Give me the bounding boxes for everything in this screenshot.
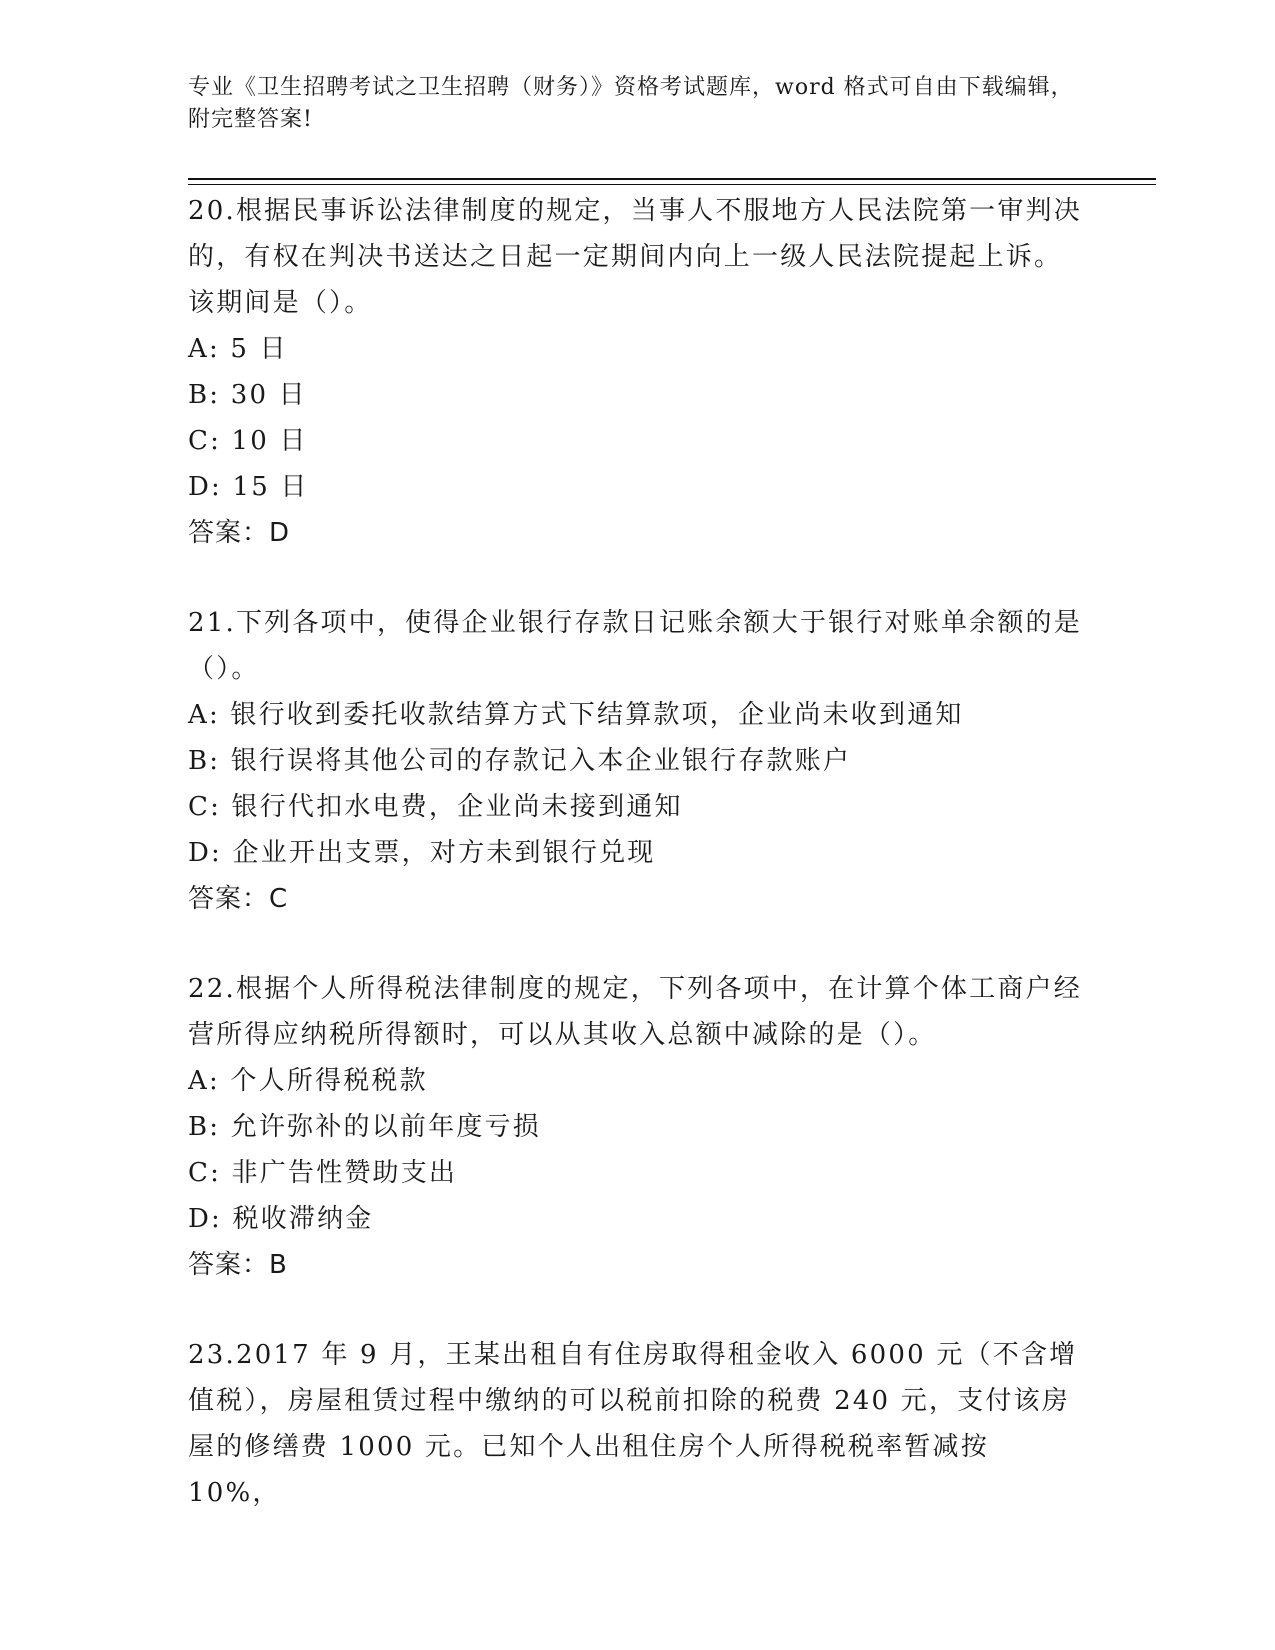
- question-stem: 20.根据民事诉讼法律制度的规定，当事人不服地方人民法院第一审判决的，有权在判决书送达之日起一定期间内向上一级人民法院提起上诉。该期间是（）。: [188, 196, 1082, 318]
- answer-line: 答案：B: [188, 1250, 288, 1280]
- question-stem: 23.2017 年 9 月，王某出租自有住房取得租金收入 6000 元（不含增值税），房屋租赁过程中缴纳的可以税前扣除的税费 240 元，支付该房屋的修缮费 1000 元。已知个人出租住房个人所得税税率暂减按 10%，: [188, 1340, 1078, 1508]
- option-a: A: 5 日: [188, 334, 288, 364]
- option-c: C: 非广告性赞助支出: [188, 1158, 458, 1188]
- answer-line: 答案：C: [188, 884, 289, 914]
- question-20: [188, 188, 1088, 556]
- option-a: A: 个人所得税税款: [188, 1066, 428, 1096]
- option-b: B: 允许弥补的以前年度亏损: [188, 1112, 541, 1142]
- header-rule-thin: [188, 184, 1156, 185]
- question-22: [188, 966, 1088, 1288]
- option-b: B: 银行误将其他公司的存款记入本企业银行存款账户: [188, 746, 852, 776]
- header-rule-thick: [188, 178, 1156, 180]
- option-d: D: 税收滞纳金: [188, 1204, 374, 1234]
- option-a: A: 银行收到委托收款结算方式下结算款项，企业尚未收到通知: [188, 700, 964, 730]
- question-stem: 22.根据个人所得税法律制度的规定，下列各项中，在计算个体工商户经营所得应纳税所得额时，可以从其收入总额中减除的是（）。: [188, 974, 1082, 1050]
- option-c: C: 银行代扣水电费，企业尚未接到通知: [188, 792, 683, 822]
- option-b: B: 30 日: [188, 380, 307, 410]
- option-d: D: 企业开出支票，对方未到银行兑现: [188, 838, 656, 868]
- option-d: D: 15 日: [188, 472, 309, 502]
- question-list: [188, 188, 1088, 1560]
- question-stem: 21.下列各项中，使得企业银行存款日记账余额大于银行对账单余额的是（）。: [188, 608, 1082, 684]
- question-23: [188, 1332, 1088, 1516]
- answer-line: 答案：D: [188, 518, 291, 548]
- document-header: 专业《卫生招聘考试之卫生招聘（财务）》资格考试题库，word 格式可自由下载编辑，附完整答案!: [188, 75, 1074, 132]
- question-21: [188, 600, 1088, 922]
- option-c: C: 10 日: [188, 426, 308, 456]
